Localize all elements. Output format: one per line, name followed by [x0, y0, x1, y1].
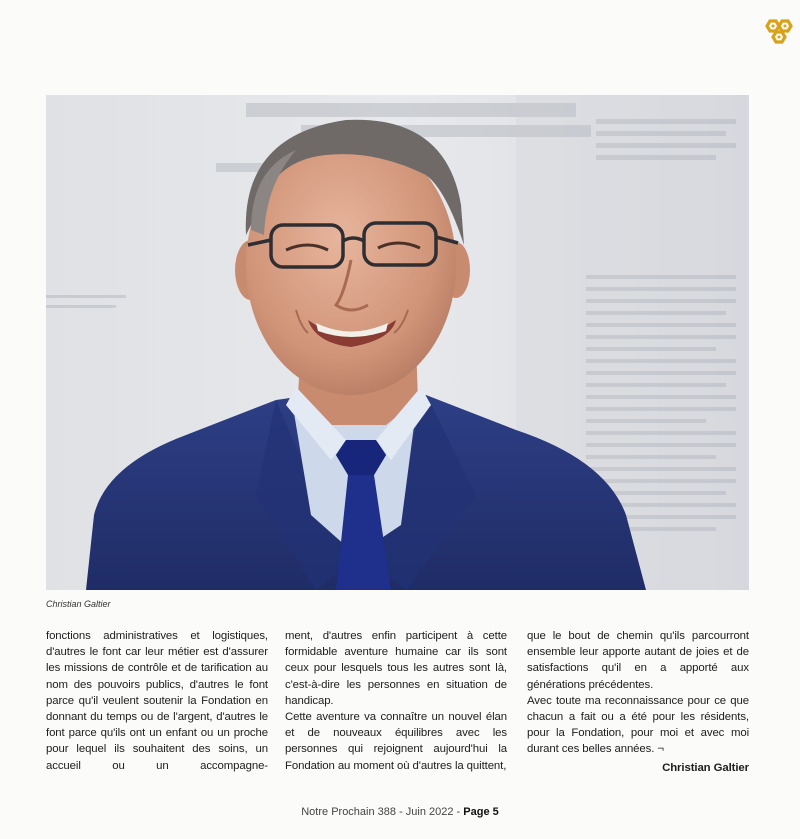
page-number: Page 5	[463, 806, 499, 818]
page-footer	[0, 806, 800, 818]
publication-info: Notre Prochain 388 - Juin 2022 -	[301, 806, 464, 818]
author-signature: Christian Galtier	[662, 761, 749, 774]
paragraph: Avec toute ma reconnaissance pour ce que chacun a fait ou a été pour les résidents, pour la Fondation, pour moi et avec moi durant ces belles années. ¬	[527, 694, 749, 756]
paragraph: fonctions administratives et logistiques, d'autres le font car leur métier est d'assurer les missions de contrôle et de tarification au nom des pouvoirs publics, d'autres le font parce qu'il veulent soutenir la Fondation en donnant du temps ou de l'argent, d'autres le font parce qu'ils ont un enfant ou un proche pour lequel ils souhaitent des soins, un accueil ou un accompagne-	[46, 630, 268, 772]
paragraph: ment, d'autres enfin participent à cette formidable aventure humaine car ils sont ceux pour lesquels tous les autres sont là, c'est-à-dire les personnes en situation de handicap.	[285, 630, 507, 707]
paragraph: que le bout de chemin qu'ils parcourront ensemble leur apporte autant de joies et de satisfactions qu'il en a apporté aux générations précédentes.	[527, 630, 749, 691]
text-column-2	[285, 628, 507, 774]
paragraph: Cette aventure va connaître un nouvel élan et de nouveaux équilibres avec les personnes qui rejoignent aujourd'hui la Fondation au moment où d'autres la quittent,	[285, 711, 507, 772]
text-column-3	[527, 628, 749, 776]
photo-caption: Christian Galtier	[46, 599, 111, 609]
portrait-photo	[46, 95, 749, 590]
honeycomb-logo-icon	[760, 18, 794, 50]
text-column-1	[46, 628, 268, 774]
